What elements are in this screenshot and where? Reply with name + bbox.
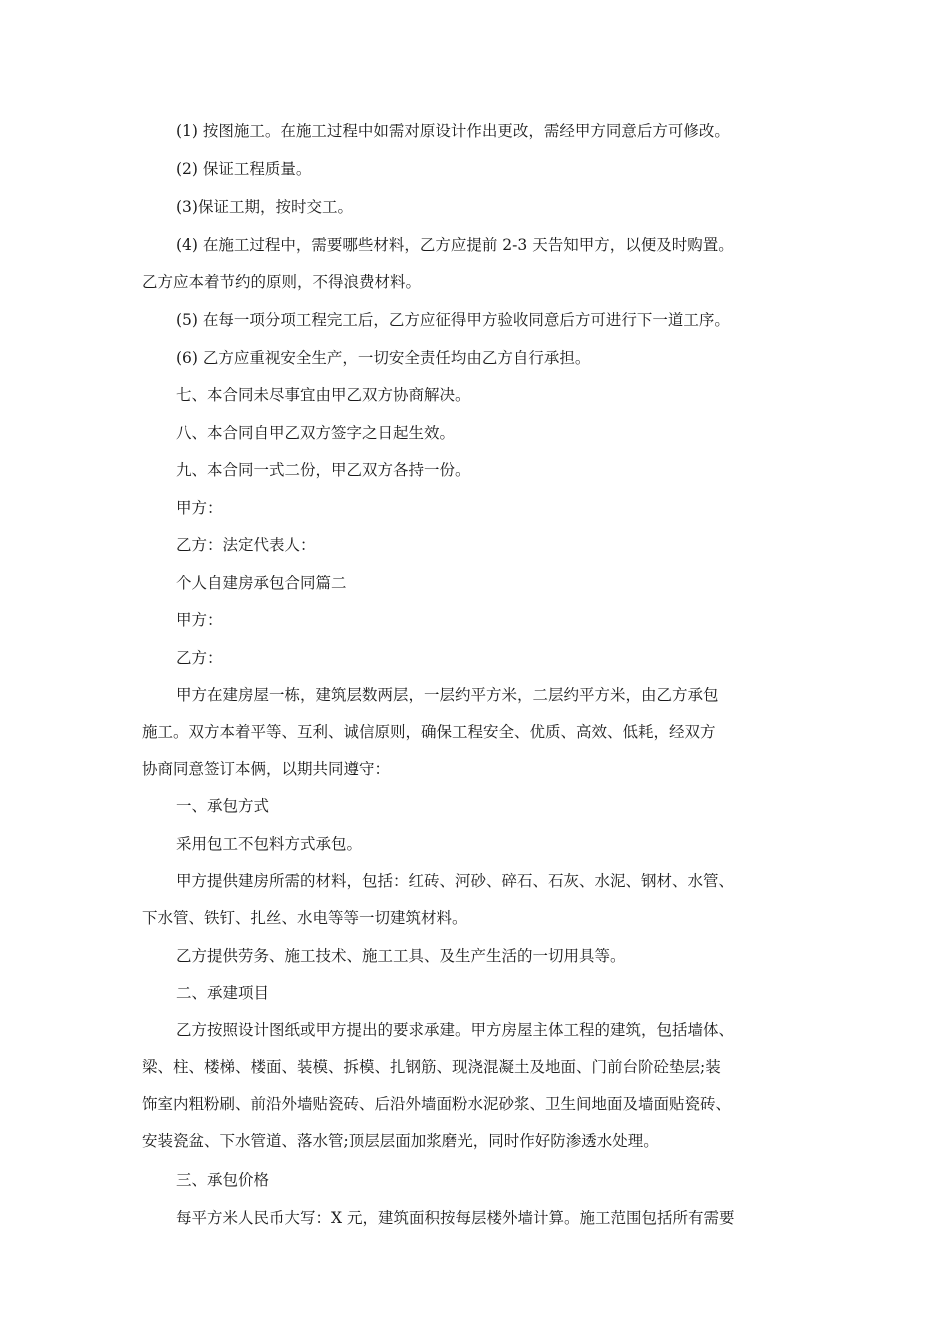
contract-price-paragraph [142,1200,792,1237]
heading-project-scope [142,975,792,1012]
clause-2-paragraph [142,151,792,188]
preamble-paragraph [142,677,792,788]
clause-3-paragraph [142,189,792,226]
labor-paragraph [142,938,792,975]
clause-4-paragraph [142,227,792,301]
article-7-paragraph [142,377,792,414]
contract-method-paragraph [142,826,792,863]
section-title [142,565,792,602]
text-line: 七、本合同未尽事宜由甲乙双方协商解决。 [176,386,471,404]
article-9-paragraph [142,452,792,489]
text-line: 乙方： [176,649,223,667]
text-line: (5) 在每一项分项工程完工后，乙方应征得甲方验收同意后方可进行下一道工序。 [176,311,730,329]
text-line: 安装瓷盆、下水管道、落水管;顶层层面加浆磨光，同时作好防渗透水处理。 [142,1132,659,1150]
text-line: 二、承建项目 [176,984,270,1002]
text-line: 八、本合同自甲乙双方签字之日起生效。 [176,424,456,442]
party-a-signature-line [142,490,792,527]
party-b-line [142,640,792,677]
party-b-signature-line [142,527,792,564]
text-line: 甲方提供建房所需的材料，包括：红砖、河砂、碎石、石灰、水泥、钢材、水管、 [176,872,735,890]
clause-6-paragraph [142,340,792,377]
text-line: 九、本合同一式二份，甲乙双方各持一份。 [176,461,471,479]
text-line: (1) 按图施工。在施工过程中如需对原设计作出更改，需经甲方同意后方可修改。 [176,122,730,140]
materials-paragraph [142,863,792,937]
heading-contract-price [142,1162,792,1199]
article-8-paragraph [142,415,792,452]
text-line: 饰室内粗粉刷、前沿外墙贴瓷砖、后沿外墙面粉水泥砂浆、卫生间地面及墙面贴瓷砖、 [142,1095,732,1113]
text-line: 三、承包价格 [176,1171,270,1189]
text-line: 采用包工不包料方式承包。 [176,835,363,853]
heading-contract-method [142,788,792,825]
text-line: 乙方提供劳务、施工技术、施工工具、及生产生活的一切用具等。 [176,947,626,965]
clause-1-paragraph [142,113,792,150]
text-line: 下水管、铁钉、扎丝、水电等等一切建筑材料。 [142,909,468,927]
text-line: (3)保证工期，按时交工。 [176,198,353,216]
text-line: 每平方米人民币大写：X 元，建筑面积按每层楼外墙计算。施工范围包括所有需要 [176,1209,735,1227]
text-line: 个人自建房承包合同篇二 [176,574,347,592]
text-line: 施工。双方本着平等、互利、诚信原则，确保工程安全、优质、高效、低耗，经双方 [142,723,716,741]
project-scope-paragraph [142,1012,792,1160]
text-line: 乙方按照设计图纸或甲方提出的要求承建。甲方房屋主体工程的建筑，包括墙体、 [176,1021,735,1039]
text-line: (4) 在施工过程中，需要哪些材料，乙方应提前 2-3 天告知甲方，以便及时购置。 [176,236,734,254]
text-line: 一、承包方式 [176,797,270,815]
text-line: 甲方在建房屋一栋，建筑层数两层，一层约平方米，二层约平方米，由乙方承包 [176,686,719,704]
text-line: 甲方： [176,499,223,517]
text-line: 乙方应本着节约的原则，不得浪费材料。 [142,273,422,291]
party-a-line [142,602,792,639]
clause-5-paragraph [142,302,792,339]
text-line: 乙方：法定代表人： [176,536,316,554]
text-line: (6) 乙方应重视安全生产，一切安全责任均由乙方自行承担。 [176,349,591,367]
text-line: 甲方： [176,611,223,629]
text-line: 协商同意签订本俩，以期共同遵守： [142,760,391,778]
text-line: 梁、柱、楼梯、楼面、装模、拆模、扎钢筋、现浇混凝土及地面、门前台阶砼垫层;装 [142,1058,721,1076]
text-line: (2) 保证工程质量。 [176,160,312,178]
